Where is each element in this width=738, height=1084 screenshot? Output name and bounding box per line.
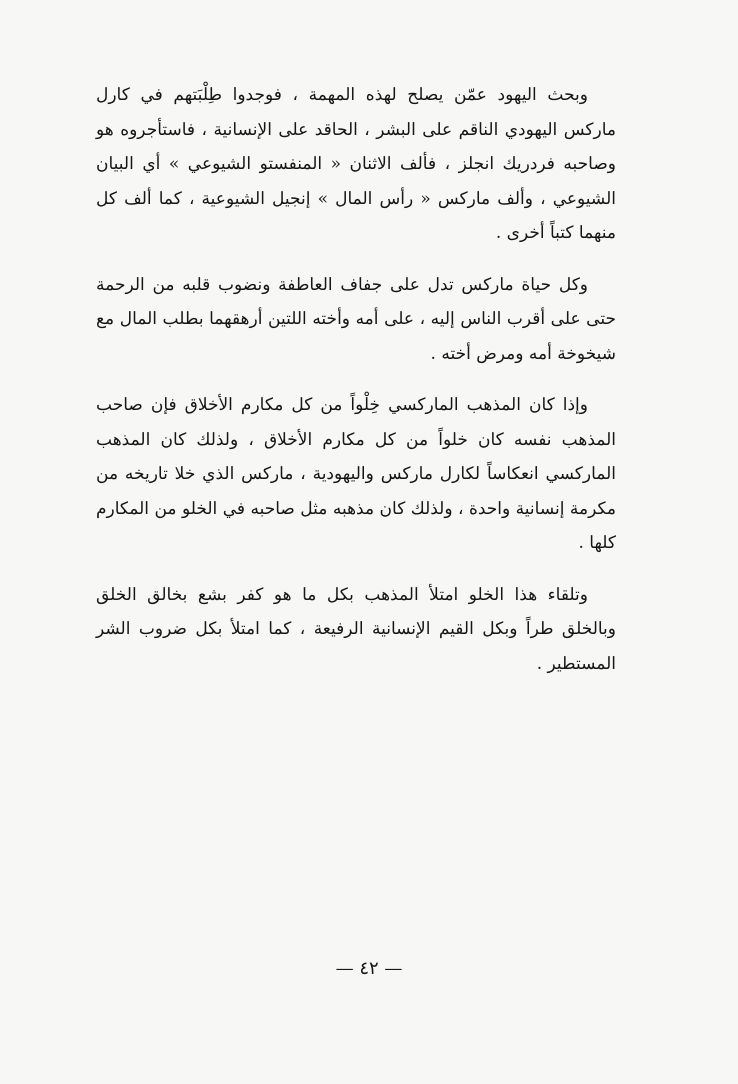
body-text <box>96 78 616 698</box>
paragraph: وتلقاء هذا الخلو امتلأ المذهب بكل ما هو كفر بشع بخالق الخلق وبالخلق طراً وبكل القيم الإنسانية الرفيعة ، كما امتلأ بكل ضروب الشر المستطير . <box>96 584 616 674</box>
paragraph: وكل حياة ماركس تدل على جفاف العاطفة ونضوب قلبه من الرحمة حتى على أقرب الناس إليه ، على أمه وأخته اللتين أرهقهما بطلب المال مع شيخوخة أمه ومرض أخته . <box>96 274 616 364</box>
paragraph: وبحث اليهود عمّن يصلح لهذه المهمة ، فوجدوا طِلْبَتهم في كارل ماركس اليهودي الناقم على البشر ، الحاقد على الإنسانية ، فاستأجروه هو وصاحبه فردريك انجلز ، فألف الاثنان « المنفستو الشيوعي » أي البيان الشيوعي ، وألف ماركس « رأس المال » إنجيل الشيوعية ، كما ألف كل منهما كتباً أخرى . <box>96 85 616 243</box>
paragraph: وإذا كان المذهب الماركسي خِلْواً من كل مكارم الأخلاق فإن صاحب المذهب نفسه كان خلواً من كل مكارم الأخلاق ، ولذلك كان المذهب الماركسي انعكاساً لكارل ماركس واليهودية ، ماركس الذي خلا تاريخه من مكرمة إنسانية واحدة ، ولذلك كان مذهبه مثل صاحبه في الخلو من المكارم كلها . <box>96 395 616 553</box>
page-number: — ٤٢ — <box>335 958 403 979</box>
